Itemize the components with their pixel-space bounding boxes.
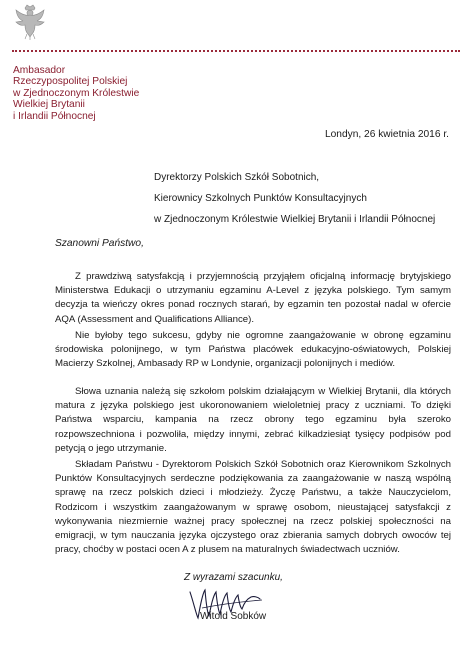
sender-block — [13, 65, 213, 122]
sender-line: w Zjednoczonym Królestwie — [13, 87, 140, 99]
body-paragraph: Składam Państwu - Dyrektorom Polskich Szkół Sobotnich oraz Kierownikom Szkolnych Punktów Konsultacyjnych serdeczne podziękowania za zaangażowanie w naszą wspólną sprawę na rzecz polskich dzieci i młodzieży. Życzę Państwu, a także Nauczycielom, Rodzicom i wszystkim zaangażowanym w sprawę osobom, nieustającej satysfakcji z wykonywania niezmiernie ważnej pracy społecznej na rzecz polskiej społeczności na emigracji, w tym nauczania języka ojczystego oraz zbierania samych dobrych owoców tej pracy, choćby w postaci ocen A z plusem na maturalnych świadectwach uczniów. — [55, 459, 451, 556]
recipients-block — [154, 167, 435, 230]
greeting: Szanowni Państwo, — [55, 238, 144, 249]
sender-line: Wielkiej Brytanii — [13, 99, 85, 111]
recipient-line: w Zjednoczonym Królestwie Wielkiej Brytanii i Irlandii Północnej — [154, 214, 436, 225]
body-paragraph: Nie byłoby tego sukcesu, gdyby nie ogromne zaangażowanie w obronę egzaminu środowiska polonijnego, w tym Państwa placówek edukacyjno-oświatowych, Polskiej Macierzy Szkolnej, Ambasady RP w Londynie, organizacji polonijnych i mediów. — [55, 330, 451, 370]
recipient-line: Kierownicy Szkolnych Punktów Konsultacyjnych — [154, 193, 367, 204]
recipient-line: Dyrektorzy Polskich Szkół Sobotnich, — [154, 172, 320, 183]
sender-line: i Irlandii Północnej — [13, 110, 96, 122]
polish-eagle-emblem-icon — [13, 4, 47, 40]
closing-phrase: Z wyrazami szacunku, — [184, 572, 283, 583]
sender-line: Rzeczypospolitej Polskiej — [13, 76, 128, 88]
sender-line: Ambasador — [13, 65, 66, 76]
signer-name: Witold Sobków — [200, 611, 267, 622]
letter-date: Londyn, 26 kwietnia 2016 r. — [324, 129, 449, 140]
body-paragraph: Słowa uznania należą się szkołom polskim działającym w Wielkiej Brytanii, dla których matura z języka polskiego jest ukoronowaniem wieloletniej pracy z uczniami. To dzięki Państwa wsparciu, kampania na rzecz obrony tego egzaminu była szeroko rozpowszechniona i pozwoliła, między innymi, zebrać kilkadziesiąt tysięcy podpisów pod petycją o jego utrzymanie. — [55, 386, 451, 454]
letterhead-divider — [12, 50, 460, 52]
body-paragraph: Z prawdziwą satysfakcją i przyjemnością przyjąłem oficjalną informację brytyjskiego Ministerstwa Edukacji o utrzymaniu egzaminu A-Level z języka polskiego. Tym samym decyzja ta wieńczy okres ponad rocznych starań, by egzamin ten pozostał nadal w ofercie AQA (Assessment and Qualifications Alliance). — [55, 271, 451, 325]
